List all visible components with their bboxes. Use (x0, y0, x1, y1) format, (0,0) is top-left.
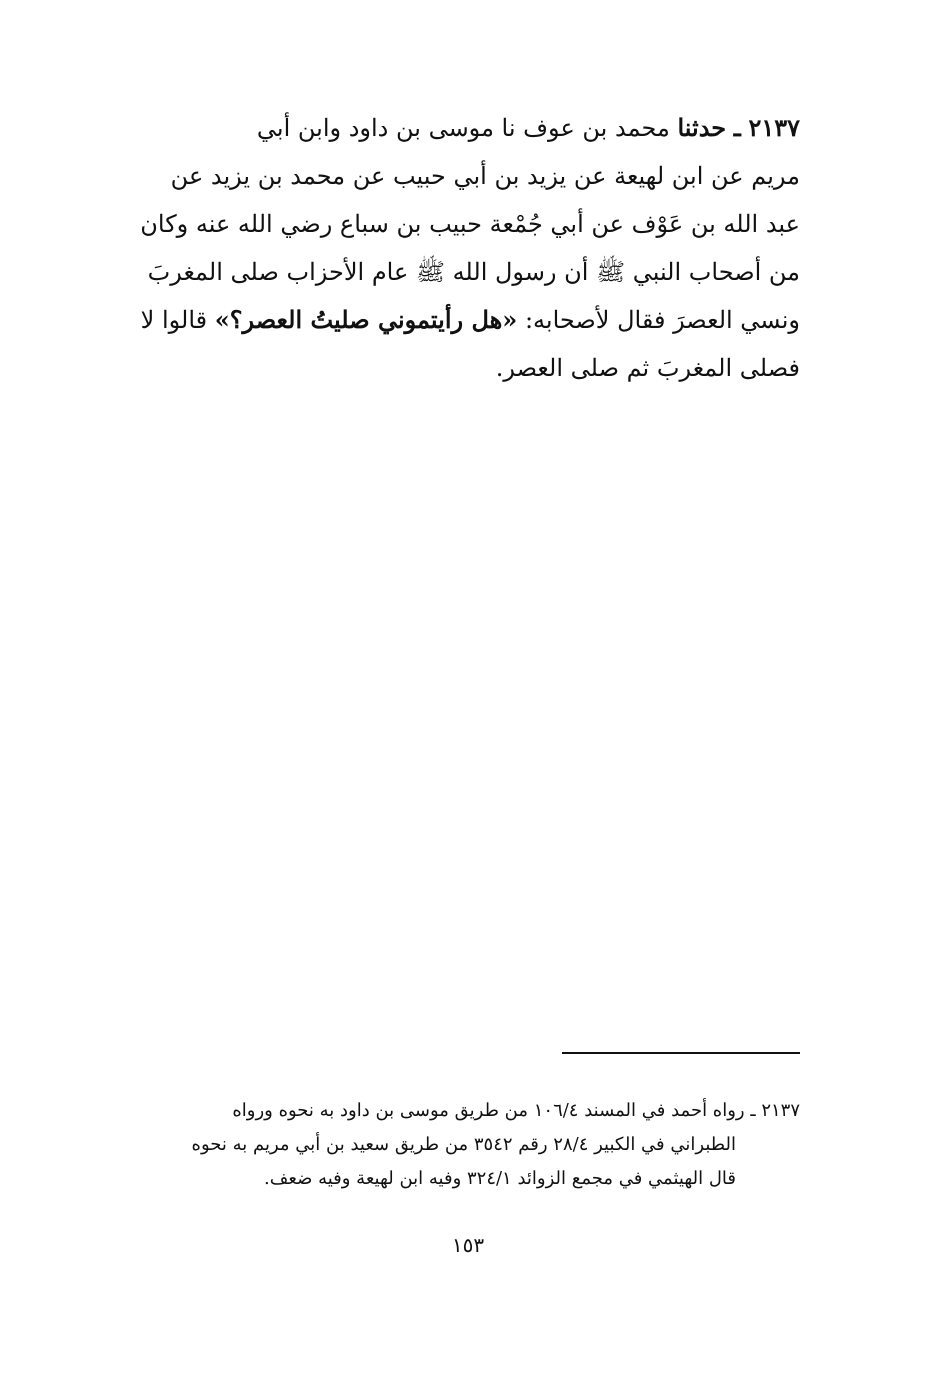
hadith-line-2: مريم عن ابن لهيعة عن يزيد بن أبي حبيب عن محمد بن يزيد عن (170, 162, 800, 190)
hadith-number: ٢١٣٧ (748, 113, 800, 142)
hadith-line-6: فصلى المغربَ ثم صلى العصر. (495, 354, 800, 382)
hadith-line-1-rest: محمد بن عوف نا موسى بن داود وابن أبي (256, 114, 670, 142)
hadith-text (128, 104, 800, 392)
footnote (128, 1094, 800, 1196)
hadith-quote: «هل رأيتموني صليتُ العصر؟» (214, 305, 518, 334)
hadith-line-5-after: قالوا لا (140, 306, 208, 334)
hadith-separator: ـ (733, 113, 741, 142)
hadith-line-5-before: ونسي العصرَ فقال لأصحابه: (524, 306, 800, 334)
footnote-line-3: قال الهيثمي في مجمع الزوائد ٣٢٤/١ وفيه ابن لهيعة وفيه ضعف. (264, 1168, 736, 1189)
hadith-heading: حدثنا (677, 113, 727, 142)
hadith-line-3: عبد الله بن عَوْف عن أبي جُمْعة حبيب بن سباع رضي الله عنه وكان (140, 210, 800, 238)
hadith-line-5 (128, 296, 800, 344)
footnote-line-2: الطبراني في الكبير ٢٨/٤ رقم ٣٥٤٢ من طريق سعيد بن أبي مريم به نحوه (191, 1134, 736, 1155)
footnote-divider (562, 1052, 800, 1054)
hadith-line-1 (128, 104, 800, 152)
page-number: ١٥٣ (451, 1233, 485, 1257)
footnote-line-1: ٢١٣٧ ـ رواه أحمد في المسند ١٠٦/٤ من طريق موسى بن داود به نحوه ورواه (232, 1100, 800, 1121)
hadith-line-4: من أصحاب النبي ﷺ أن رسول الله ﷺ عام الأحزاب صلى المغربَ (147, 258, 800, 286)
